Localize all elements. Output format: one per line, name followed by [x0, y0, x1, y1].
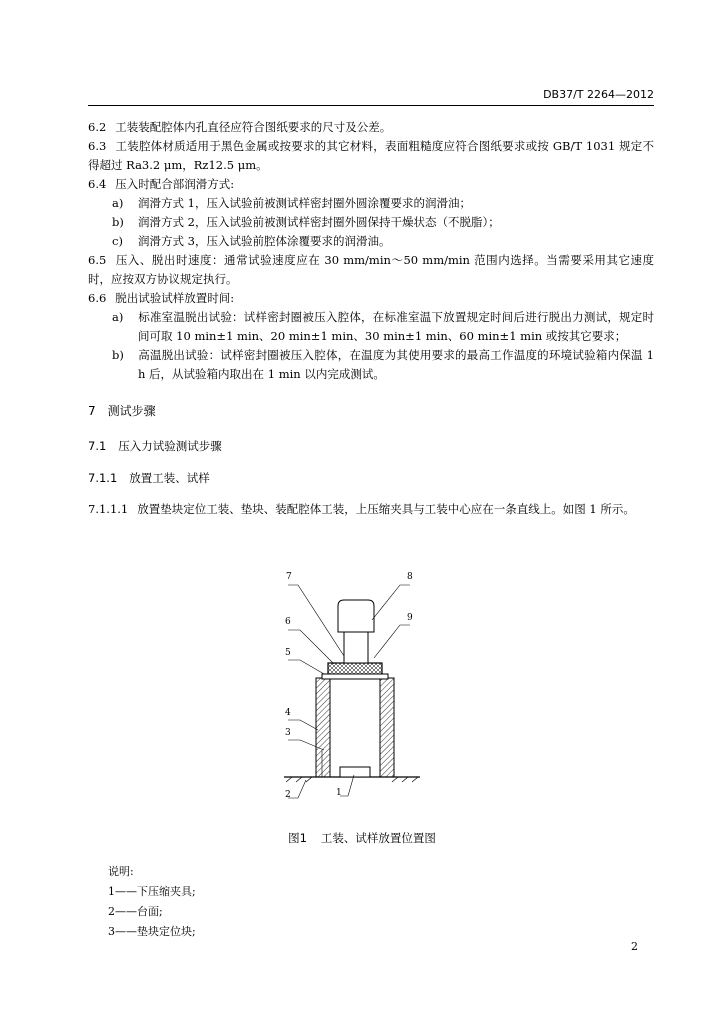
- fixture-drawing: [270, 570, 430, 810]
- clause-number: 6.6: [88, 291, 107, 305]
- clause-number: 6.5: [88, 253, 107, 267]
- list-item: [88, 232, 654, 251]
- figure-1: [270, 570, 430, 810]
- figure-label-1: 1: [336, 788, 342, 798]
- list-text: 润滑方式 2，压入试验前被测试样密封圈外圆保持干燥状态（不脱脂）；: [138, 215, 500, 229]
- list-item: [88, 213, 654, 232]
- clause-number: 7.1.1.1: [88, 502, 129, 516]
- figure-label-2: 2: [285, 790, 291, 800]
- header-rule: [88, 105, 654, 106]
- clause-6-6: [88, 289, 654, 308]
- figure-label-6: 6: [285, 617, 291, 627]
- clause-6-4: [88, 175, 654, 194]
- heading-title: 压入力试验测试步骤: [118, 439, 222, 453]
- clause-6-3: [88, 137, 654, 175]
- clause-text: 脱出试验试样放置时间:: [115, 291, 235, 305]
- list-item: [88, 308, 654, 346]
- clause-text: 工装腔体材质适用于黑色金属或按要求的其它材料，表面粗糙度应符合图纸要求或按 GB/T 1031 规定不得超过 Ra3.2 μm，Rz12.5 μm。: [88, 139, 654, 172]
- list-label: a): [112, 196, 124, 210]
- figure-caption: [0, 830, 724, 846]
- heading-7: [88, 402, 654, 421]
- list-text: 润滑方式 1，压入试验前被测试样密封圈外圆涂覆要求的润滑油；: [138, 196, 471, 210]
- legend-title: 说明:: [108, 865, 134, 878]
- list-text: 标准室温脱出试验：试样密封圈被压入腔体，在标准室温下放置规定时间后进行脱出力测试，规定时间可取 10 min±1 min、20 min±1 min、30 min±1 min、60 min±1 min 或按其它要求；: [138, 310, 654, 343]
- list-label: b): [112, 348, 124, 362]
- list-label: c): [112, 234, 123, 248]
- figure-label-3: 3: [285, 728, 291, 738]
- cavity-bore: [330, 678, 380, 777]
- clause-text: 压入、脱出时速度：通常试验速度应在 30 mm/min～50 mm/min 范围内选择。当需要采用其它速度时，应按双方协议规定执行。: [88, 253, 654, 286]
- cavity-wall-right: [380, 678, 394, 777]
- upper-clamp: [338, 600, 374, 632]
- upper-clamp-stem: [344, 632, 368, 663]
- figure-legend: [108, 862, 196, 942]
- figure-label-9: 9: [407, 613, 413, 623]
- lower-clamp: [340, 767, 370, 777]
- figure-label-5: 5: [285, 648, 291, 658]
- heading-number: 7: [88, 404, 96, 418]
- figure-label-7: 7: [286, 572, 292, 582]
- main-content: [88, 118, 654, 519]
- caption-number: 图1: [288, 831, 307, 845]
- legend-item: 3——垫块定位块;: [108, 925, 196, 938]
- heading-title: 测试步骤: [107, 404, 156, 418]
- clause-text: 压入时配合部润滑方式:: [115, 177, 235, 191]
- list-item: [88, 194, 654, 213]
- clause-text: 放置垫块定位工装、垫块、装配腔体工装，上压缩夹具与工装中心应在一条直线上。如图 1 所示。: [137, 502, 635, 516]
- pad-block: [322, 674, 388, 679]
- clause-number: 6.4: [88, 177, 107, 191]
- heading-number: 7.1.1: [88, 471, 118, 485]
- list-label: a): [112, 310, 124, 324]
- heading-title: 放置工装、试样: [129, 471, 210, 485]
- clause-6-2: [88, 118, 654, 137]
- caption-text: 工装、试样放置位置图: [320, 831, 436, 845]
- clause-number: 6.2: [88, 120, 107, 134]
- heading-7-1-1: [88, 469, 654, 488]
- clause-6-5: [88, 251, 654, 289]
- list-text: 高温脱出试验：试样密封圈被压入腔体，在温度为其使用要求的最高工作温度的环境试验箱内保温 1 h 后，从试验箱内取出在 1 min 以内完成测试。: [138, 348, 654, 381]
- clause-text: 工装装配腔体内孔直径应符合图纸要求的尺寸及公差。: [115, 120, 392, 134]
- list-item: [88, 346, 654, 384]
- page-number: 2: [631, 940, 638, 953]
- figure-label-8: 8: [407, 572, 413, 582]
- figure-label-4: 4: [285, 708, 291, 718]
- cavity-wall-left: [316, 678, 330, 777]
- heading-7-1: [88, 437, 654, 456]
- heading-number: 7.1: [88, 439, 107, 453]
- list-label: b): [112, 215, 124, 229]
- legend-item: 2——台面;: [108, 905, 163, 918]
- clause-7-1-1-1: [88, 500, 654, 519]
- document-code: DB37/T 2264—2012: [543, 88, 654, 101]
- list-text: 润滑方式 3，压入试验前腔体涂覆要求的润滑油。: [138, 234, 391, 248]
- clause-number: 6.3: [88, 139, 107, 153]
- legend-item: 1——下压缩夹具;: [108, 885, 196, 898]
